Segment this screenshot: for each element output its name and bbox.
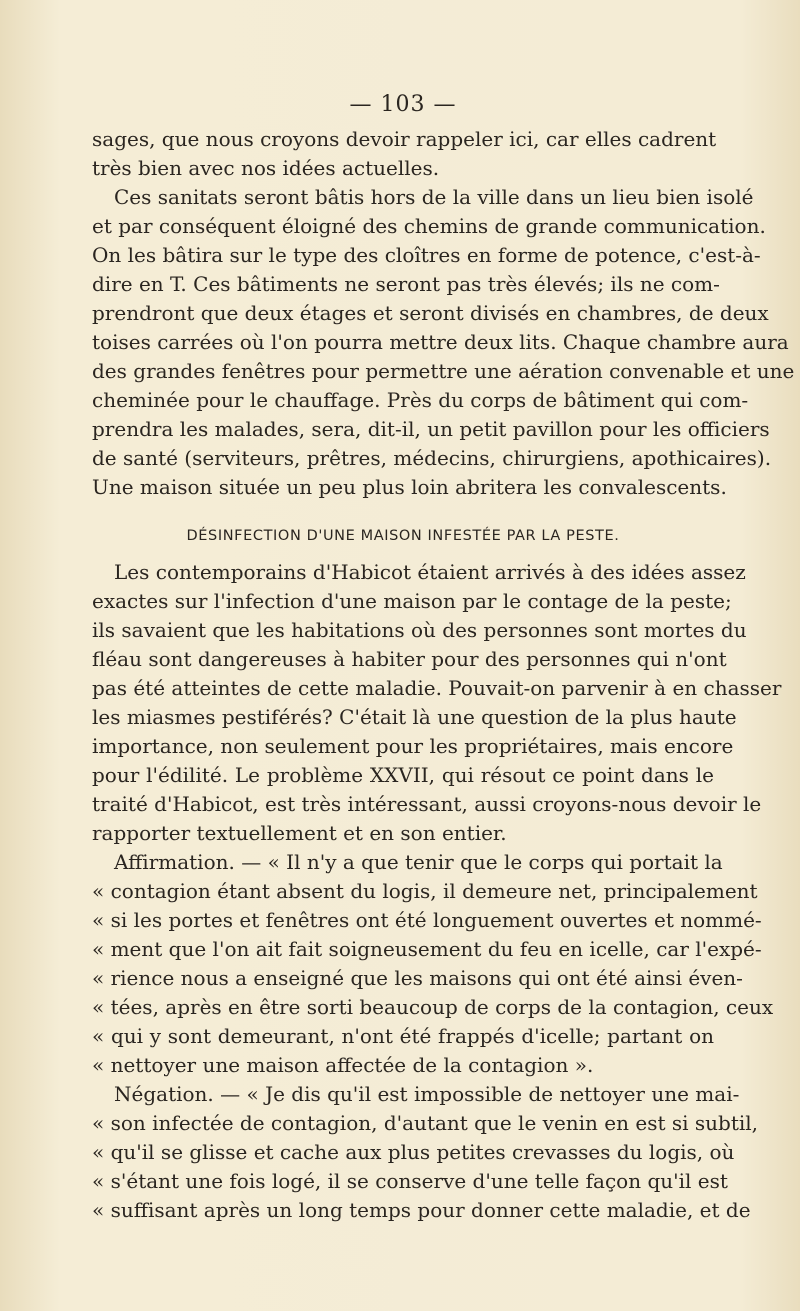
text-line: Négation. — « Je dis qu'il est impossible de nettoyer une mai- [114,1082,740,1106]
paragraph-3 [92,558,782,848]
text-line: « nettoyer une maison affectée de la contagion ». [92,1053,594,1077]
text-line: « suffisant après un long temps pour donner cette maladie, et de [92,1198,751,1222]
text-line: Une maison située un peu plus loin abritera les convalescents. [92,475,727,499]
text-line: rapporter textuellement et en son entier. [92,821,507,845]
text-line: prendra les malades, sera, dit-il, un petit pavillon pour les officiers [92,417,770,441]
text-line: « son infectée de contagion, d'autant que le venin en est si subtil, [92,1111,759,1135]
text-line: très bien avec nos idées actuelles. [92,156,440,180]
text-line: « tées, après en être sorti beaucoup de corps de la contagion, ceux [92,995,774,1019]
text-line: ils savaient que les habitations où des personnes sont mortes du [92,618,747,642]
text-line: fléau sont dangereuses à habiter pour des personnes qui n'ont [92,647,727,671]
text-line: « ment que l'on ait fait soigneusement du feu en icelle, car l'expé- [92,937,762,961]
text-line: dire en T. Ces bâtiments ne seront pas très élevés; ils ne com- [92,272,720,296]
text-line: « qui y sont demeurant, n'ont été frappés d'icelle; partant on [92,1024,714,1048]
paragraph-affirmation [92,848,774,1080]
text-line: pour l'édilité. Le problème XXVII, qui résout ce point dans le [92,763,714,787]
text-line: importance, non seulement pour les propriétaires, mais encore [92,734,734,758]
text-line: « s'étant une fois logé, il se conserve d'une telle façon qu'il est [92,1169,728,1193]
text-line: des grandes fenêtres pour permettre une aération convenable et une [92,359,795,383]
text-line: prendront que deux étages et seront divisés en chambres, de deux [92,301,769,325]
text-line: Ces sanitats seront bâtis hors de la ville dans un lieu bien isolé [114,185,754,209]
paragraph-1 [92,125,717,183]
text-line: « rience nous a enseigné que les maisons qui ont été ainsi éven- [92,966,743,990]
text-line: Affirmation. — « Il n'y a que tenir que le corps qui portait la [114,850,723,874]
page-number: — 103 — [349,92,457,117]
text-line: et par conséquent éloigné des chemins de grande communication. [92,214,766,238]
text-line: « qu'il se glisse et cache aux plus petites crevasses du logis, où [92,1140,735,1164]
text-line: toises carrées où l'on pourra mettre deux lits. Chaque chambre aura [92,330,789,354]
text-line: sages, que nous croyons devoir rappeler ici, car elles cadrent [92,127,717,151]
text-line: cheminée pour le chauffage. Près du corps de bâtiment qui com- [92,388,749,412]
text-line: On les bâtira sur le type des cloîtres en forme de potence, c'est-à- [92,243,761,267]
paragraph-negation [92,1080,759,1225]
section-title: DÉSINFECTION D'UNE MAISON INFESTÉE PAR LA PESTE. [186,528,620,544]
text-line: Les contemporains d'Habicot étaient arrivés à des idées assez [114,560,746,584]
text-line: traité d'Habicot, est très intéressant, aussi croyons-nous devoir le [92,792,762,816]
text-line: de santé (serviteurs, prêtres, médecins, chirurgiens, apothicaires). [92,446,772,470]
text-line: « si les portes et fenêtres ont été longuement ouvertes et nommé- [92,908,762,932]
paragraph-2 [92,183,795,502]
book-page [92,92,795,1225]
text-line: exactes sur l'infection d'une maison par le contage de la peste; [92,589,732,613]
text-line: pas été atteintes de cette maladie. Pouvait-on parvenir à en chasser [92,676,782,700]
text-line: « contagion étant absent du logis, il demeure net, principalement [92,879,758,903]
text-line: les miasmes pestiférés? C'était là une question de la plus haute [92,705,737,729]
